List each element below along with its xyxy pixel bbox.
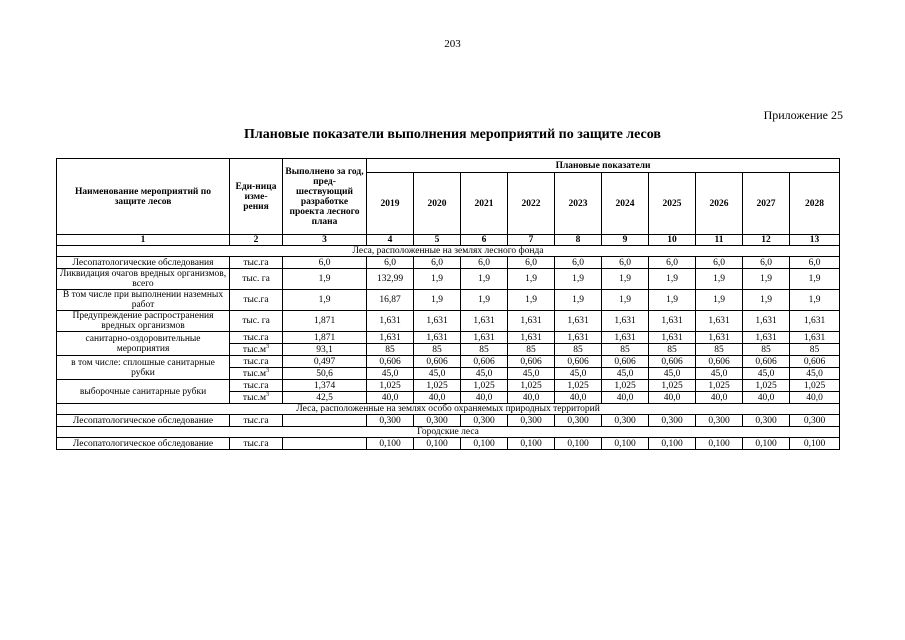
row-plan-value: 85: [508, 344, 555, 356]
row-plan-value: 85: [743, 344, 790, 356]
row-done-value: 1,871: [283, 332, 367, 344]
row-plan-value: 1,631: [790, 311, 840, 332]
row-plan-value: 0,300: [602, 415, 649, 427]
header-year: 2025: [649, 173, 696, 235]
row-plan-value: 85: [602, 344, 649, 356]
row-unit: [230, 415, 283, 427]
column-number: 3: [283, 235, 367, 246]
row-plan-value: 1,9: [461, 269, 508, 290]
row-plan-value: 0,300: [790, 415, 840, 427]
row-plan-value: 85: [696, 344, 743, 356]
header-year: 2026: [696, 173, 743, 235]
row-plan-value: 40,0: [790, 392, 840, 404]
row-unit: [230, 269, 283, 290]
row-plan-value: 1,9: [602, 290, 649, 311]
row-plan-value: 0,300: [367, 415, 414, 427]
table-row: [57, 380, 840, 392]
row-plan-value: 0,100: [461, 438, 508, 450]
header-year: 2019: [367, 173, 414, 235]
row-plan-value: 1,631: [696, 332, 743, 344]
header-year: 2020: [414, 173, 461, 235]
column-number: 7: [508, 235, 555, 246]
row-plan-value: 45,0: [743, 368, 790, 380]
row-unit: [230, 311, 283, 332]
row-plan-value: 1,9: [508, 269, 555, 290]
row-plan-value: 1,9: [555, 290, 602, 311]
row-unit: [230, 257, 283, 269]
row-plan-value: 0,606: [555, 356, 602, 368]
unit-superscript: 3: [266, 391, 270, 398]
row-plan-value: 1,631: [555, 332, 602, 344]
row-plan-value: 1,025: [790, 380, 840, 392]
table-row: [57, 311, 840, 332]
row-done-value: 1,871: [283, 311, 367, 332]
unit-text: тыс.га: [243, 332, 269, 343]
row-plan-value: 1,631: [508, 332, 555, 344]
row-done-value: 93,1: [283, 344, 367, 356]
row-plan-value: 40,0: [367, 392, 414, 404]
row-plan-value: 6,0: [790, 257, 840, 269]
header-year: 2023: [555, 173, 602, 235]
row-unit: [230, 380, 283, 392]
row-plan-value: 0,606: [790, 356, 840, 368]
row-name: Лесопатологические обследования: [57, 257, 230, 269]
header-planned: Плановые показатели: [367, 159, 840, 173]
row-plan-value: 1,9: [649, 290, 696, 311]
column-number: 5: [414, 235, 461, 246]
row-plan-value: 16,87: [367, 290, 414, 311]
row-unit: [230, 290, 283, 311]
unit-text: тыс.га: [243, 438, 269, 449]
row-name: Предупреждение распространения вредных организмов: [57, 311, 230, 332]
unit-text: тыс.м: [242, 368, 267, 379]
unit-text: тыс.м: [242, 392, 267, 403]
column-number: 12: [743, 235, 790, 246]
section-title: Леса, расположенные на землях особо охраняемых природных территорий: [57, 404, 840, 415]
row-plan-value: 0,100: [790, 438, 840, 450]
row-plan-value: 1,9: [790, 269, 840, 290]
row-plan-value: 85: [414, 344, 461, 356]
table-row: [57, 290, 840, 311]
row-unit: [230, 438, 283, 450]
document-title: Плановые показатели выполнения мероприятий по защите лесов: [244, 127, 661, 142]
column-number: 8: [555, 235, 602, 246]
row-plan-value: 1,631: [602, 311, 649, 332]
row-plan-value: 1,631: [602, 332, 649, 344]
row-plan-value: 1,631: [790, 332, 840, 344]
unit-text: тыс.га: [243, 415, 269, 426]
row-plan-value: 0,300: [743, 415, 790, 427]
row-plan-value: 1,9: [414, 290, 461, 311]
row-plan-value: 1,631: [696, 311, 743, 332]
table-row: [57, 257, 840, 269]
row-plan-value: 1,631: [649, 332, 696, 344]
row-plan-value: 1,631: [743, 311, 790, 332]
unit-text: тыс.м: [242, 344, 267, 355]
row-plan-value: 45,0: [367, 368, 414, 380]
row-unit: [230, 356, 283, 368]
header-unit: Еди-ница изме-рения: [230, 159, 283, 235]
row-plan-value: 6,0: [508, 257, 555, 269]
row-done-value: 1,374: [283, 380, 367, 392]
row-plan-value: 0,100: [602, 438, 649, 450]
row-plan-value: 6,0: [414, 257, 461, 269]
row-plan-value: 1,631: [367, 311, 414, 332]
row-plan-value: 0,300: [555, 415, 602, 427]
row-plan-value: 0,606: [414, 356, 461, 368]
unit-text: тыс.га: [243, 380, 269, 391]
row-plan-value: 40,0: [743, 392, 790, 404]
section-row: [57, 246, 840, 257]
row-plan-value: 1,9: [790, 290, 840, 311]
row-plan-value: 1,025: [461, 380, 508, 392]
section-title: Леса, расположенные на землях лесного фонда: [57, 246, 840, 257]
row-plan-value: 1,9: [649, 269, 696, 290]
unit-text: тыс. га: [242, 274, 270, 284]
row-name: в том числе: сплошные санитарные рубки: [57, 356, 230, 380]
row-plan-value: 45,0: [696, 368, 743, 380]
row-plan-value: 1,025: [367, 380, 414, 392]
row-plan-value: 40,0: [602, 392, 649, 404]
row-done-value: [283, 438, 367, 450]
row-plan-value: 6,0: [696, 257, 743, 269]
column-number: 2: [230, 235, 283, 246]
row-plan-value: 1,9: [743, 290, 790, 311]
row-plan-value: 1,025: [555, 380, 602, 392]
row-done-value: 50,6: [283, 368, 367, 380]
table-row: [57, 269, 840, 290]
row-plan-value: 1,025: [696, 380, 743, 392]
unit-text: тыс. га: [242, 316, 270, 326]
row-plan-value: 45,0: [414, 368, 461, 380]
row-name: санитарно-оздоровительные мероприятия: [57, 332, 230, 356]
row-name: В том числе при выполнении наземных работ: [57, 290, 230, 311]
row-plan-value: 0,100: [367, 438, 414, 450]
appendix-label: Приложение 25: [763, 108, 843, 122]
row-plan-value: 0,300: [414, 415, 461, 427]
row-plan-value: 1,631: [649, 311, 696, 332]
row-plan-value: 6,0: [461, 257, 508, 269]
unit-text: тыс.га: [243, 257, 269, 268]
row-plan-value: 1,9: [555, 269, 602, 290]
column-number: 6: [461, 235, 508, 246]
row-plan-value: 45,0: [790, 368, 840, 380]
row-plan-value: 6,0: [367, 257, 414, 269]
row-plan-value: 40,0: [555, 392, 602, 404]
header-done: Выполнено за год, пред-шествующий разработке проекта лесного плана: [283, 159, 367, 235]
unit-superscript: 3: [266, 367, 270, 374]
row-plan-value: 0,606: [461, 356, 508, 368]
row-plan-value: 1,631: [414, 332, 461, 344]
row-plan-value: 0,100: [555, 438, 602, 450]
row-plan-value: 40,0: [414, 392, 461, 404]
section-row: [57, 427, 840, 438]
row-plan-value: 45,0: [602, 368, 649, 380]
table-row: [57, 332, 840, 344]
row-plan-value: 0,606: [508, 356, 555, 368]
row-plan-value: 85: [367, 344, 414, 356]
row-plan-value: 6,0: [743, 257, 790, 269]
unit-text: тыс.га: [243, 295, 269, 305]
row-plan-value: 0,606: [367, 356, 414, 368]
row-plan-value: 0,100: [743, 438, 790, 450]
row-plan-value: 1,9: [743, 269, 790, 290]
row-plan-value: 40,0: [508, 392, 555, 404]
header-year: 2027: [743, 173, 790, 235]
header-name: Наименование мероприятий по защите лесов: [57, 159, 230, 235]
row-plan-value: 0,606: [696, 356, 743, 368]
row-plan-value: 0,100: [414, 438, 461, 450]
column-number: 9: [602, 235, 649, 246]
section-title: Городские леса: [57, 427, 840, 438]
row-plan-value: 1,025: [414, 380, 461, 392]
row-plan-value: 1,025: [649, 380, 696, 392]
row-plan-value: 40,0: [696, 392, 743, 404]
row-plan-value: 0,606: [602, 356, 649, 368]
row-plan-value: 0,606: [649, 356, 696, 368]
section-row: [57, 404, 840, 415]
row-name: выборочные санитарные рубки: [57, 380, 230, 404]
table-row: [57, 356, 840, 368]
protection-plan-table: [56, 158, 840, 450]
row-plan-value: 85: [461, 344, 508, 356]
row-plan-value: 1,025: [743, 380, 790, 392]
row-plan-value: 45,0: [508, 368, 555, 380]
row-plan-value: 132,99: [367, 269, 414, 290]
row-plan-value: 1,9: [696, 269, 743, 290]
row-plan-value: 6,0: [649, 257, 696, 269]
row-plan-value: 6,0: [602, 257, 649, 269]
row-plan-value: 1,9: [414, 269, 461, 290]
table-row: [57, 415, 840, 427]
row-plan-value: 40,0: [649, 392, 696, 404]
row-plan-value: 1,9: [508, 290, 555, 311]
row-plan-value: 1,631: [508, 311, 555, 332]
row-unit: [230, 368, 283, 380]
table-row: [57, 438, 840, 450]
row-done-value: 6,0: [283, 257, 367, 269]
column-number: 4: [367, 235, 414, 246]
column-number: 10: [649, 235, 696, 246]
unit-superscript: 3: [266, 343, 270, 350]
row-plan-value: 45,0: [555, 368, 602, 380]
row-name: Лесопатологическое обследование: [57, 415, 230, 427]
row-plan-value: 1,631: [743, 332, 790, 344]
row-plan-value: 1,025: [602, 380, 649, 392]
header-year: 2022: [508, 173, 555, 235]
row-plan-value: 45,0: [649, 368, 696, 380]
row-plan-value: 0,300: [649, 415, 696, 427]
header-year: 2021: [461, 173, 508, 235]
column-number: 1: [57, 235, 230, 246]
row-name: Лесопатологическое обследование: [57, 438, 230, 450]
column-number: 13: [790, 235, 840, 246]
header-year: 2024: [602, 173, 649, 235]
row-plan-value: 1,025: [508, 380, 555, 392]
row-plan-value: 6,0: [555, 257, 602, 269]
row-plan-value: 45,0: [461, 368, 508, 380]
unit-text: тыс.га: [243, 356, 269, 367]
row-plan-value: 1,9: [461, 290, 508, 311]
page-number: 203: [444, 38, 461, 50]
row-unit: [230, 344, 283, 356]
row-plan-value: 85: [790, 344, 840, 356]
row-plan-value: 0,100: [649, 438, 696, 450]
row-done-value: 1,9: [283, 269, 367, 290]
column-number: 11: [696, 235, 743, 246]
row-done-value: 42,5: [283, 392, 367, 404]
row-plan-value: 1,9: [696, 290, 743, 311]
row-plan-value: 85: [555, 344, 602, 356]
row-unit: [230, 392, 283, 404]
row-plan-value: 1,9: [602, 269, 649, 290]
header-year: 2028: [790, 173, 840, 235]
row-plan-value: 0,300: [696, 415, 743, 427]
row-plan-value: 1,631: [461, 311, 508, 332]
row-plan-value: 1,631: [555, 311, 602, 332]
row-name: Ликвидация очагов вредных организмов, всего: [57, 269, 230, 290]
row-plan-value: 1,631: [414, 311, 461, 332]
row-plan-value: 0,300: [508, 415, 555, 427]
row-plan-value: 0,606: [743, 356, 790, 368]
row-unit: [230, 332, 283, 344]
row-plan-value: 1,631: [367, 332, 414, 344]
row-plan-value: 0,100: [696, 438, 743, 450]
row-plan-value: 85: [649, 344, 696, 356]
row-plan-value: 0,100: [508, 438, 555, 450]
row-plan-value: 0,300: [461, 415, 508, 427]
row-plan-value: 40,0: [461, 392, 508, 404]
row-plan-value: 1,631: [461, 332, 508, 344]
row-done-value: 0,497: [283, 356, 367, 368]
row-done-value: 1,9: [283, 290, 367, 311]
row-done-value: [283, 415, 367, 427]
